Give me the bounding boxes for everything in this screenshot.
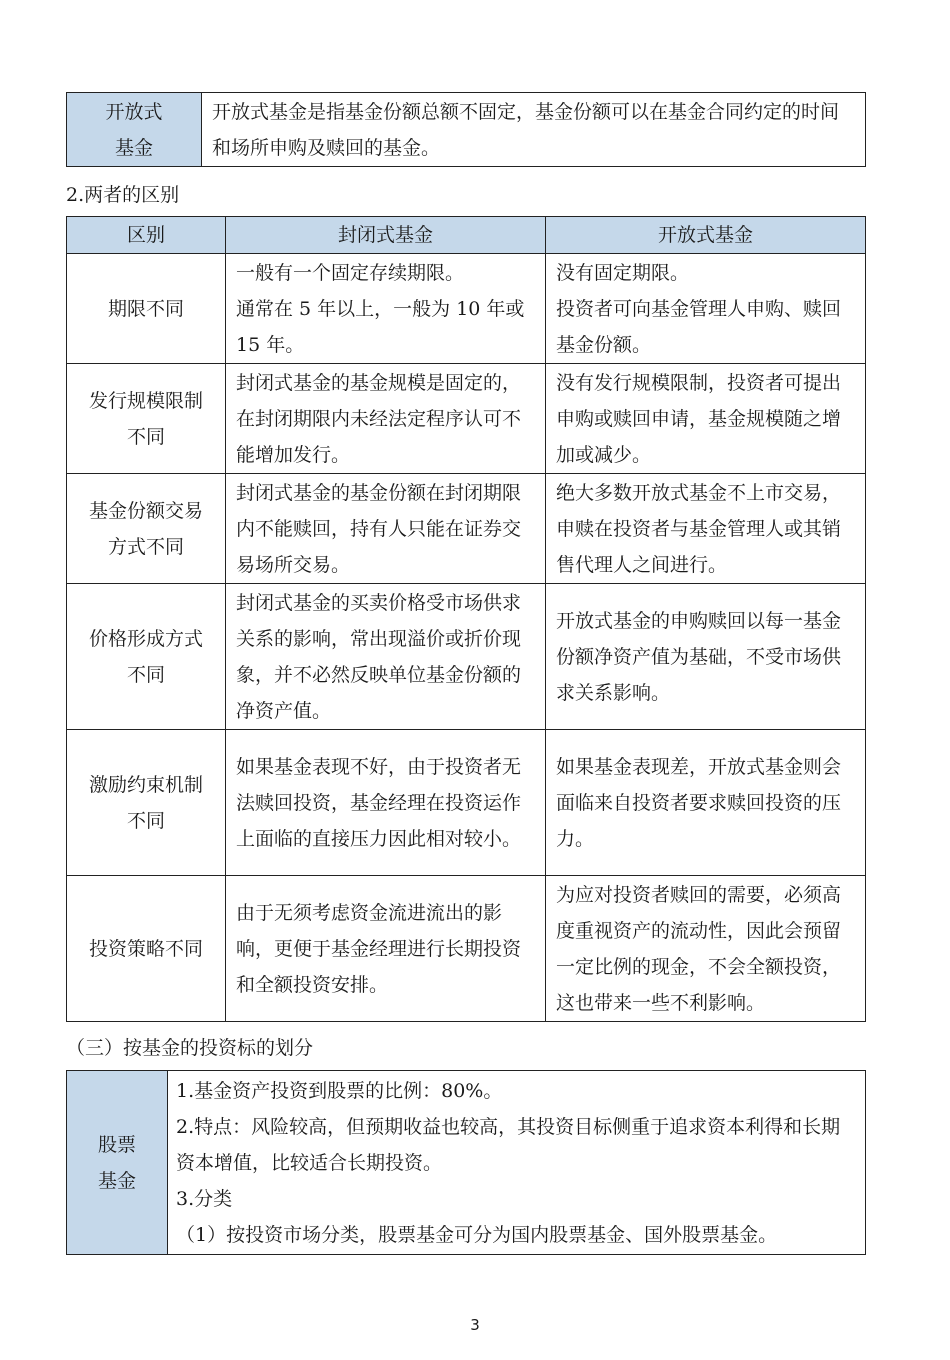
row-label: 发行规模限制 不同 bbox=[67, 364, 226, 474]
open-fund-cell: 为应对投资者赎回的需要，必须高度重视资产的流动性，因此会预留一定比例的现金，不会全额投资，这也带来一些不利影响。 bbox=[546, 876, 866, 1022]
open-fund-definition: 开放式基金是指基金份额总额不固定，基金份额可以在基金合同约定的时间和场所申购及赎回的基金。 bbox=[202, 93, 866, 167]
page-number: 3 bbox=[470, 1316, 480, 1334]
open-fund-cell: 如果基金表现差，开放式基金则会面临来自投资者要求赎回投资的压力。 bbox=[546, 730, 866, 876]
header-closed-fund: 封闭式基金 bbox=[226, 217, 546, 254]
open-fund-cell: 绝大多数开放式基金不上市交易，申赎在投资者与基金管理人或其销售代理人之间进行。 bbox=[546, 474, 866, 584]
table-row bbox=[67, 730, 866, 876]
table-row bbox=[67, 876, 866, 1022]
stock-fund-content bbox=[168, 1071, 866, 1255]
table-row bbox=[67, 364, 866, 474]
open-fund-definition-table bbox=[66, 92, 866, 167]
stock-fund-line-4: （1）按投资市场分类，股票基金可分为国内股票基金、国外股票基金。 bbox=[176, 1223, 778, 1246]
table-row bbox=[67, 584, 866, 730]
table-row bbox=[67, 254, 866, 364]
row-label: 基金份额交易 方式不同 bbox=[67, 474, 226, 584]
closed-fund-cell: 由于无须考虑资金流进流出的影响，更便于基金经理进行长期投资和全额投资安排。 bbox=[226, 876, 546, 1022]
section-2-title: 2.两者的区别 bbox=[66, 184, 180, 206]
comparison-header-row bbox=[67, 217, 866, 254]
stock-fund-line-3: 3.分类 bbox=[176, 1187, 233, 1210]
closed-fund-cell: 一般有一个固定存续期限。 通常在 5 年以上，一般为 10 年或 15 年。 bbox=[226, 254, 546, 364]
open-fund-label: 开放式 基金 bbox=[67, 93, 202, 167]
open-fund-cell: 开放式基金的申购赎回以每一基金份额净资产值为基础，不受市场供求关系影响。 bbox=[546, 584, 866, 730]
row-label: 价格形成方式 不同 bbox=[67, 584, 226, 730]
closed-fund-cell: 封闭式基金的基金规模是固定的，在封闭期限内未经法定程序认可不能增加发行。 bbox=[226, 364, 546, 474]
row-label: 投资策略不同 bbox=[67, 876, 226, 1022]
closed-fund-cell: 封闭式基金的买卖价格受市场供求关系的影响，常出现溢价或折价现象，并不必然反映单位基金份额的净资产值。 bbox=[226, 584, 546, 730]
row-label: 期限不同 bbox=[67, 254, 226, 364]
stock-fund-label: 股票 基金 bbox=[67, 1071, 168, 1255]
stock-fund-line-1: 1.基金资产投资到股票的比例：80%。 bbox=[176, 1079, 503, 1102]
header-open-fund: 开放式基金 bbox=[546, 217, 866, 254]
header-diff: 区别 bbox=[67, 217, 226, 254]
stock-fund-table bbox=[66, 1070, 866, 1255]
closed-fund-cell: 封闭式基金的基金份额在封闭期限内不能赎回，持有人只能在证券交易场所交易。 bbox=[226, 474, 546, 584]
closed-fund-cell: 如果基金表现不好，由于投资者无法赎回投资，基金经理在投资运作上面临的直接压力因此相对较小。 bbox=[226, 730, 546, 876]
open-fund-cell: 没有发行规模限制，投资者可提出申购或赎回申请，基金规模随之增加或减少。 bbox=[546, 364, 866, 474]
stock-fund-line-2: 2.特点：风险较高，但预期收益也较高，其投资目标侧重于追求资本利得和长期资本增值，比较适合长期投资。 bbox=[176, 1115, 841, 1174]
comparison-table bbox=[66, 216, 866, 1022]
section-3-title: （三）按基金的投资标的划分 bbox=[66, 1037, 314, 1059]
open-fund-cell: 没有固定期限。 投资者可向基金管理人申购、赎回基金份额。 bbox=[546, 254, 866, 364]
table-row bbox=[67, 474, 866, 584]
row-label: 激励约束机制 不同 bbox=[67, 730, 226, 876]
